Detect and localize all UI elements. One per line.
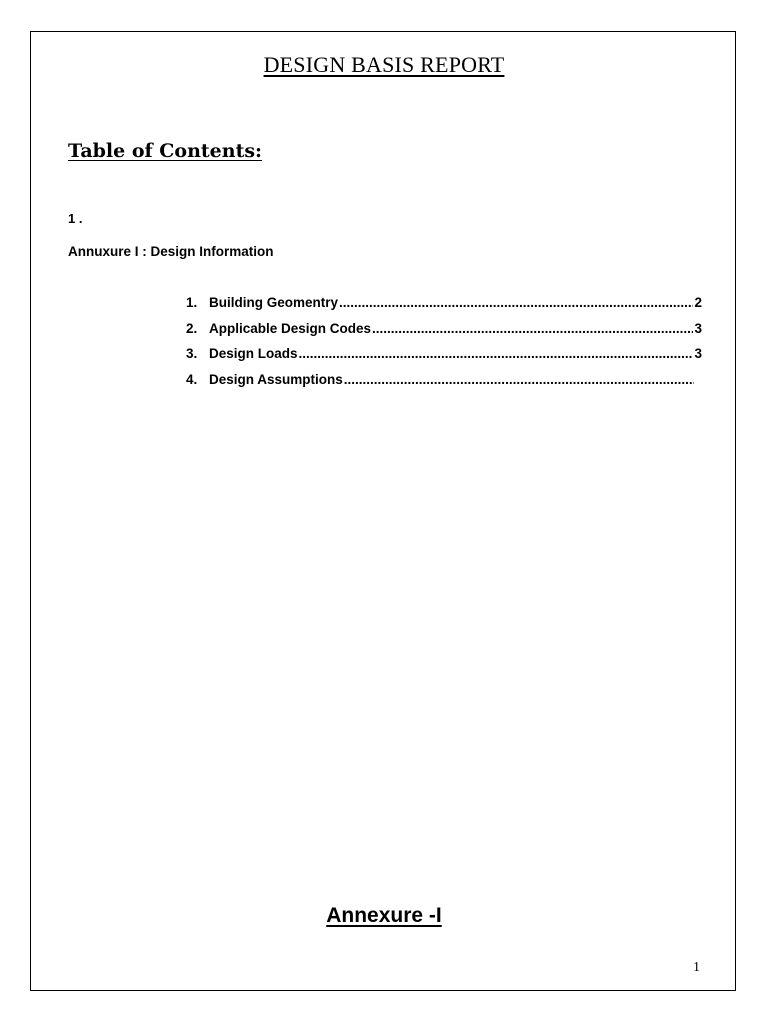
toc-entry-label: Design Loads (209, 346, 298, 361)
toc-dot-leader (344, 372, 694, 387)
toc-entry-page: 3 (694, 346, 702, 361)
toc-entry-number: 2. (186, 320, 198, 336)
toc-dot-leader (339, 295, 693, 310)
annexure-title: Annexure -I (326, 904, 442, 927)
report-title: DESIGN BASIS REPORT (263, 52, 505, 77)
toc-dot-leader (299, 346, 694, 361)
toc-entry[interactable] (186, 321, 702, 347)
toc-dot-leader (372, 321, 693, 336)
toc-entry[interactable] (186, 372, 702, 398)
toc-entry[interactable] (186, 295, 702, 321)
toc-list (186, 295, 702, 397)
toc-entry-label: Building Geomentry (209, 295, 339, 310)
toc-entry-number: 1. (186, 295, 198, 310)
annex-info-line: Annuxure I : Design Information (68, 244, 274, 259)
toc-entry-label: Design Assumptions (209, 371, 343, 387)
section-number: 1 . (68, 211, 83, 226)
toc-entry[interactable] (186, 346, 702, 372)
toc-entry-label: Applicable Design Codes (209, 320, 372, 336)
page-number: 1 (693, 960, 700, 975)
toc-heading: Table of Contents: (68, 140, 263, 162)
toc-entry-number: 3. (186, 346, 198, 361)
toc-entry-number: 4. (186, 371, 198, 387)
toc-entry-page: 3 (694, 320, 702, 336)
toc-entry-page: 2 (694, 295, 702, 310)
page-border (30, 31, 736, 991)
